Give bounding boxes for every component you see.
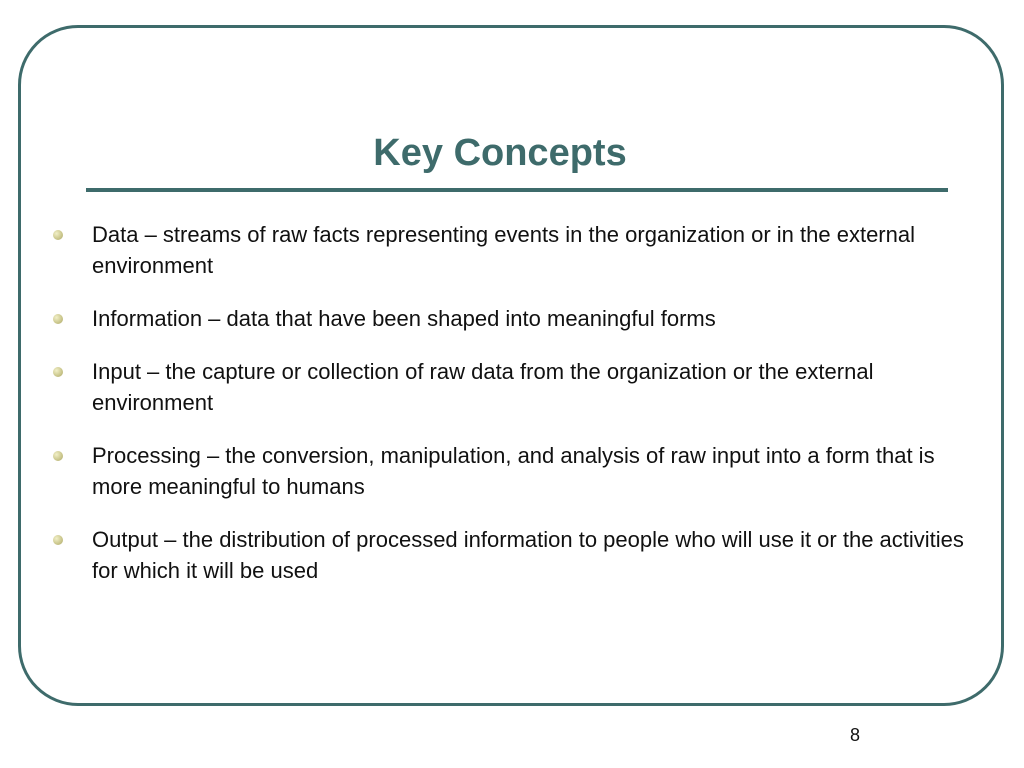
bullet-dot-icon [53,314,63,324]
bullet-list [52,219,972,608]
bullet-item [52,303,972,334]
bullet-item [52,524,972,586]
page-number: 8 [849,725,860,745]
bullet-dot-icon [53,451,63,461]
bullet-dot-icon [53,535,63,545]
bullet-text: Information – data that have been shaped into meaningful forms [92,306,716,331]
bullet-item [52,219,972,281]
bullet-item [52,356,972,418]
title-divider [86,188,948,192]
bullet-text: Output – the distribution of processed information to people who will use it or the activities for which it will be used [92,527,964,583]
bullet-item [52,440,972,502]
bullet-text: Data – streams of raw facts representing events in the organization or in the external environment [92,222,915,278]
bullet-dot-icon [53,367,63,377]
slide-title: Key Concepts [373,132,627,174]
bullet-text: Input – the capture or collection of raw data from the organization or the external environment [92,359,874,415]
bullet-text: Processing – the conversion, manipulation, and analysis of raw input into a form that is more meaningful to humans [92,443,935,499]
bullet-dot-icon [53,230,63,240]
